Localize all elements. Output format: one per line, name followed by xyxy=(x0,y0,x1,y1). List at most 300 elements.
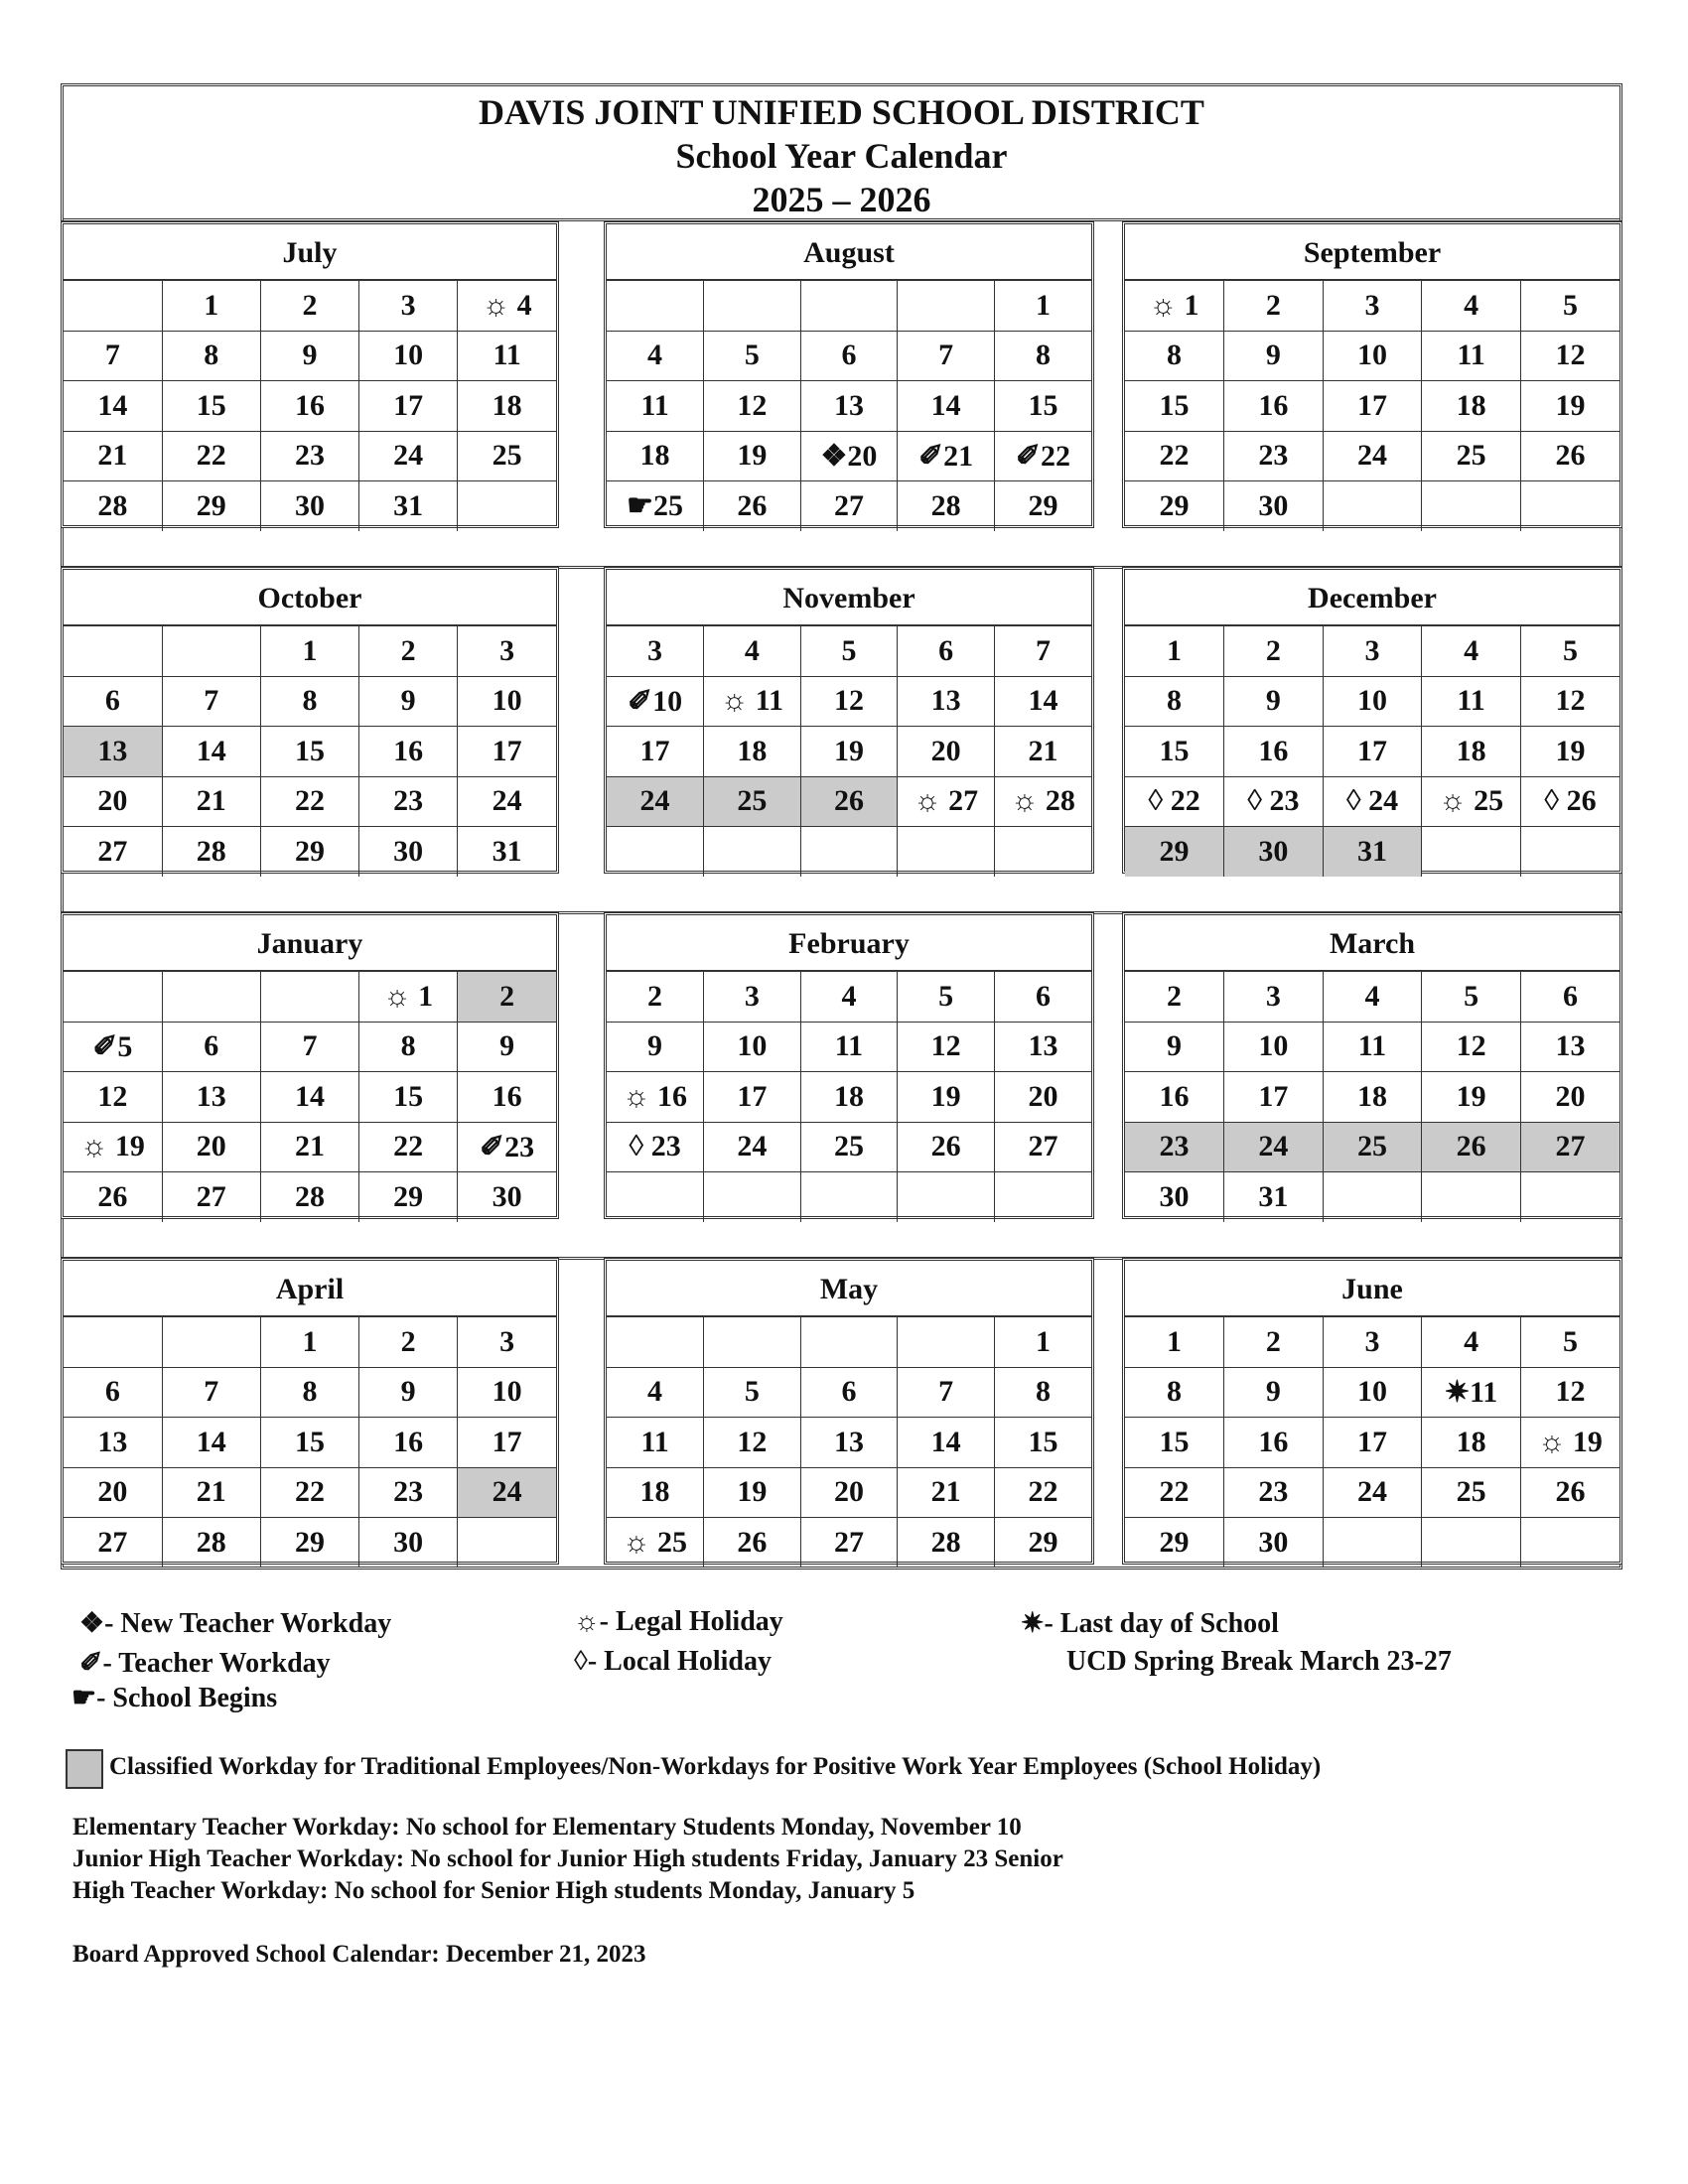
week-row xyxy=(607,776,1091,827)
day-cell: 30 xyxy=(260,481,358,531)
week-row xyxy=(1125,331,1619,381)
day-cell: ◊ 26 xyxy=(1520,776,1619,827)
day-cell: 8 xyxy=(260,676,358,727)
day-cell: 2 xyxy=(1224,626,1324,676)
day-cell: 28 xyxy=(898,1518,995,1568)
week-row xyxy=(1125,481,1619,531)
week-row xyxy=(1125,1172,1619,1222)
day-cell: 16 xyxy=(1224,1418,1324,1468)
day-cell: 17 xyxy=(1323,727,1422,777)
day-cell: 23 xyxy=(359,776,458,827)
day-cell xyxy=(607,1317,704,1367)
day-cell: 7 xyxy=(64,331,162,381)
day-cell: 13 xyxy=(64,727,162,777)
legend-school-begins: ☛- School Begins xyxy=(71,1683,278,1713)
legend-last-day: ✷- Last day of School xyxy=(1021,1608,1279,1639)
day-cell xyxy=(898,1317,995,1367)
classified-swatch xyxy=(66,1749,103,1789)
day-cell: 6 xyxy=(800,331,898,381)
day-cell: 8 xyxy=(1125,676,1224,727)
day-cell: 11 xyxy=(607,381,704,432)
week-row xyxy=(607,331,1091,381)
week-row xyxy=(64,827,556,877)
month-name: December xyxy=(1125,570,1619,626)
day-cell: ☼ 4 xyxy=(458,281,556,331)
month-days-table xyxy=(607,972,1091,1222)
month-name: June xyxy=(1125,1261,1619,1317)
day-cell: 5 xyxy=(1520,1317,1619,1367)
day-cell xyxy=(898,1172,995,1222)
day-cell: 18 xyxy=(800,1072,898,1123)
week-row xyxy=(607,1367,1091,1418)
day-cell: 29 xyxy=(260,827,358,877)
month-name: November xyxy=(607,570,1091,626)
day-cell: 9 xyxy=(260,331,358,381)
day-cell: ✐10 xyxy=(607,676,704,727)
day-cell: 8 xyxy=(162,331,260,381)
day-cell: 29 xyxy=(1125,1518,1224,1568)
day-cell: ☼ 28 xyxy=(994,776,1091,827)
day-cell: ✐22 xyxy=(994,431,1091,481)
day-cell: ☼ 1 xyxy=(1125,281,1224,331)
day-cell xyxy=(64,626,162,676)
day-cell: 29 xyxy=(1125,481,1224,531)
day-cell: 20 xyxy=(1520,1072,1619,1123)
day-cell: 28 xyxy=(162,1518,260,1568)
day-cell: ☛25 xyxy=(607,481,704,531)
day-cell: 25 xyxy=(1422,1467,1521,1518)
week-row xyxy=(1125,1317,1619,1367)
week-row xyxy=(607,727,1091,777)
day-cell xyxy=(1422,1172,1521,1222)
day-cell: 20 xyxy=(64,776,162,827)
day-cell: ✐5 xyxy=(64,1022,162,1072)
day-cell: 23 xyxy=(1224,431,1324,481)
day-cell: 12 xyxy=(1520,1367,1619,1418)
day-cell: 14 xyxy=(162,727,260,777)
week-row xyxy=(64,1467,556,1518)
week-row xyxy=(64,1317,556,1367)
day-cell: 10 xyxy=(458,676,556,727)
month-january xyxy=(61,912,559,1219)
day-cell: 14 xyxy=(260,1072,358,1123)
week-row xyxy=(64,972,556,1022)
day-cell: 19 xyxy=(800,727,898,777)
day-cell: 16 xyxy=(260,381,358,432)
day-cell: 10 xyxy=(704,1022,801,1072)
day-cell: ◊ 23 xyxy=(1224,776,1324,827)
month-days-table xyxy=(1125,626,1619,877)
day-cell: 10 xyxy=(1323,676,1422,727)
week-row xyxy=(1125,1518,1619,1568)
day-cell xyxy=(162,626,260,676)
day-cell: 4 xyxy=(1422,281,1521,331)
day-cell: 25 xyxy=(1323,1122,1422,1172)
day-cell: 22 xyxy=(1125,431,1224,481)
day-cell: 13 xyxy=(64,1418,162,1468)
day-cell: ☼ 19 xyxy=(64,1122,162,1172)
day-cell: 3 xyxy=(607,626,704,676)
day-cell: 17 xyxy=(704,1072,801,1123)
day-cell: 10 xyxy=(359,331,458,381)
day-cell: 3 xyxy=(1323,626,1422,676)
day-cell: 6 xyxy=(1520,972,1619,1022)
day-cell xyxy=(994,827,1091,877)
day-cell: 29 xyxy=(994,1518,1091,1568)
day-cell: ◊ 22 xyxy=(1125,776,1224,827)
day-cell: 21 xyxy=(898,1467,995,1518)
day-cell: 27 xyxy=(800,1518,898,1568)
day-cell: ☼ 25 xyxy=(607,1518,704,1568)
month-december xyxy=(1122,567,1622,874)
day-cell: 7 xyxy=(162,676,260,727)
day-cell: 15 xyxy=(1125,381,1224,432)
week-row xyxy=(1125,1367,1619,1418)
day-cell xyxy=(607,281,704,331)
day-cell: 23 xyxy=(1224,1467,1324,1518)
day-cell: 20 xyxy=(162,1122,260,1172)
month-days-table xyxy=(64,281,556,531)
day-cell: 27 xyxy=(64,1518,162,1568)
day-cell: ❖20 xyxy=(800,431,898,481)
day-cell: 12 xyxy=(704,381,801,432)
day-cell: 12 xyxy=(1422,1022,1521,1072)
day-cell: ◊ 23 xyxy=(607,1122,704,1172)
day-cell: 4 xyxy=(800,972,898,1022)
day-cell: 5 xyxy=(704,1367,801,1418)
day-cell: 10 xyxy=(458,1367,556,1418)
week-row xyxy=(64,381,556,432)
day-cell xyxy=(607,827,704,877)
school-years: 2025 – 2026 xyxy=(752,180,931,219)
day-cell: 1 xyxy=(994,1317,1091,1367)
day-cell: ☼ 1 xyxy=(359,972,458,1022)
day-cell: 23 xyxy=(260,431,358,481)
day-cell: 26 xyxy=(1520,431,1619,481)
day-cell: 6 xyxy=(898,626,995,676)
day-cell: 25 xyxy=(800,1122,898,1172)
week-row xyxy=(607,1467,1091,1518)
day-cell: 8 xyxy=(260,1367,358,1418)
day-cell: 15 xyxy=(994,381,1091,432)
week-row xyxy=(1125,1022,1619,1072)
day-cell xyxy=(607,1172,704,1222)
day-cell: 5 xyxy=(1520,281,1619,331)
legend-spring-break: UCD Spring Break March 23-27 xyxy=(1066,1646,1452,1677)
day-cell: 16 xyxy=(1125,1072,1224,1123)
day-cell: 29 xyxy=(162,481,260,531)
day-cell: 27 xyxy=(800,481,898,531)
day-cell xyxy=(162,1317,260,1367)
note-elementary: Elementary Teacher Workday: No school for Elementary Students Monday, November 10 xyxy=(72,1814,1022,1841)
day-cell xyxy=(458,481,556,531)
day-cell: 10 xyxy=(1323,331,1422,381)
day-cell: ☼ 19 xyxy=(1520,1418,1619,1468)
day-cell: 13 xyxy=(1520,1022,1619,1072)
day-cell: 21 xyxy=(64,431,162,481)
day-cell: 16 xyxy=(1224,727,1324,777)
day-cell: 25 xyxy=(704,776,801,827)
day-cell: 9 xyxy=(1224,331,1324,381)
legend-legal-holiday: ☼- Legal Holiday xyxy=(574,1606,783,1637)
day-cell: 21 xyxy=(162,1467,260,1518)
day-cell: 28 xyxy=(260,1172,358,1222)
week-row xyxy=(607,1317,1091,1367)
week-row xyxy=(607,1518,1091,1568)
day-cell: 13 xyxy=(994,1022,1091,1072)
day-cell: 8 xyxy=(994,1367,1091,1418)
day-cell: 15 xyxy=(260,1418,358,1468)
day-cell: 1 xyxy=(162,281,260,331)
legend-new-teacher-workday: ❖- New Teacher Workday xyxy=(79,1608,392,1639)
week-row xyxy=(607,676,1091,727)
day-cell: 12 xyxy=(800,676,898,727)
day-cell xyxy=(1520,481,1619,531)
month-october xyxy=(61,567,559,874)
day-cell: 4 xyxy=(1422,626,1521,676)
day-cell: 24 xyxy=(1224,1122,1324,1172)
day-cell xyxy=(162,972,260,1022)
day-cell: 14 xyxy=(64,381,162,432)
note-junior-high: Junior High Teacher Workday: No school for Junior High students Friday, January 23 Senior xyxy=(72,1845,1063,1872)
day-cell: 9 xyxy=(359,1367,458,1418)
legend-local-holiday: ◊- Local Holiday xyxy=(574,1646,772,1677)
day-cell: 19 xyxy=(1520,381,1619,432)
day-cell xyxy=(260,972,358,1022)
day-cell: 22 xyxy=(1125,1467,1224,1518)
day-cell: 12 xyxy=(1520,676,1619,727)
week-row xyxy=(1125,972,1619,1022)
day-cell: 14 xyxy=(994,676,1091,727)
day-cell: 28 xyxy=(162,827,260,877)
week-row xyxy=(607,1172,1091,1222)
day-cell: 17 xyxy=(458,1418,556,1468)
day-cell: 26 xyxy=(898,1122,995,1172)
board-approval: Board Approved School Calendar: December 21, 2023 xyxy=(72,1941,646,1968)
day-cell: 15 xyxy=(1125,1418,1224,1468)
day-cell: 28 xyxy=(64,481,162,531)
day-cell: 6 xyxy=(994,972,1091,1022)
day-cell: 19 xyxy=(704,1467,801,1518)
day-cell: ☼ 16 xyxy=(607,1072,704,1123)
month-may xyxy=(604,1258,1094,1565)
week-row xyxy=(1125,776,1619,827)
day-cell: 18 xyxy=(1422,381,1521,432)
day-cell: 15 xyxy=(1125,727,1224,777)
week-row xyxy=(64,1072,556,1123)
week-row xyxy=(64,281,556,331)
week-row xyxy=(64,1418,556,1468)
day-cell: ✷11 xyxy=(1422,1367,1521,1418)
day-cell: 8 xyxy=(994,331,1091,381)
day-cell: 6 xyxy=(64,676,162,727)
day-cell: 26 xyxy=(704,481,801,531)
day-cell: 22 xyxy=(994,1467,1091,1518)
week-row xyxy=(1125,1122,1619,1172)
month-july xyxy=(61,221,559,528)
calendar-header xyxy=(61,83,1622,221)
week-row xyxy=(64,1022,556,1072)
day-cell: 9 xyxy=(1125,1022,1224,1072)
day-cell: 30 xyxy=(359,1518,458,1568)
day-cell: 9 xyxy=(458,1022,556,1072)
day-cell: 30 xyxy=(359,827,458,877)
day-cell: 8 xyxy=(1125,331,1224,381)
district-name: DAVIS JOINT UNIFIED SCHOOL DISTRICT xyxy=(479,92,1204,132)
day-cell: 2 xyxy=(458,972,556,1022)
day-cell: 11 xyxy=(800,1022,898,1072)
day-cell xyxy=(64,972,162,1022)
day-cell: 3 xyxy=(704,972,801,1022)
day-cell: 13 xyxy=(800,381,898,432)
day-cell xyxy=(1323,1518,1422,1568)
day-cell: 29 xyxy=(994,481,1091,531)
day-cell: 1 xyxy=(260,626,358,676)
day-cell: 31 xyxy=(1224,1172,1324,1222)
day-cell xyxy=(1520,1518,1619,1568)
day-cell: 3 xyxy=(458,1317,556,1367)
day-cell: 21 xyxy=(994,727,1091,777)
day-cell: 21 xyxy=(260,1122,358,1172)
day-cell: 17 xyxy=(1323,381,1422,432)
day-cell: ☼ 27 xyxy=(898,776,995,827)
day-cell xyxy=(704,1317,801,1367)
day-cell: 4 xyxy=(607,1367,704,1418)
month-name: September xyxy=(1125,224,1619,281)
day-cell: 31 xyxy=(359,481,458,531)
day-cell: 24 xyxy=(1323,1467,1422,1518)
day-cell: 24 xyxy=(704,1122,801,1172)
month-february xyxy=(604,912,1094,1219)
week-row xyxy=(607,1022,1091,1072)
day-cell: 6 xyxy=(162,1022,260,1072)
day-cell: 12 xyxy=(898,1022,995,1072)
day-cell: 11 xyxy=(607,1418,704,1468)
day-cell: 13 xyxy=(898,676,995,727)
day-cell: 24 xyxy=(607,776,704,827)
day-cell: 9 xyxy=(359,676,458,727)
month-name: May xyxy=(607,1261,1091,1317)
day-cell: 18 xyxy=(704,727,801,777)
day-cell: 5 xyxy=(1520,626,1619,676)
week-row xyxy=(64,676,556,727)
day-cell: 20 xyxy=(898,727,995,777)
day-cell: 5 xyxy=(704,331,801,381)
day-cell: 24 xyxy=(458,1467,556,1518)
day-cell: 30 xyxy=(1224,1518,1324,1568)
day-cell xyxy=(704,1172,801,1222)
day-cell: 11 xyxy=(1422,676,1521,727)
day-cell xyxy=(64,281,162,331)
week-row xyxy=(64,481,556,531)
day-cell: 5 xyxy=(800,626,898,676)
day-cell: 18 xyxy=(458,381,556,432)
day-cell xyxy=(1422,481,1521,531)
day-cell: 2 xyxy=(260,281,358,331)
day-cell: 2 xyxy=(359,626,458,676)
week-row xyxy=(607,481,1091,531)
day-cell: 23 xyxy=(359,1467,458,1518)
week-row xyxy=(607,431,1091,481)
day-cell: 15 xyxy=(994,1418,1091,1468)
day-cell: 14 xyxy=(898,381,995,432)
note-high: High Teacher Workday: No school for Senior High students Monday, January 5 xyxy=(72,1877,915,1904)
day-cell: 20 xyxy=(994,1072,1091,1123)
day-cell xyxy=(800,1172,898,1222)
day-cell: 2 xyxy=(359,1317,458,1367)
week-row xyxy=(1125,727,1619,777)
month-august xyxy=(604,221,1094,528)
day-cell: 17 xyxy=(607,727,704,777)
day-cell: 1 xyxy=(260,1317,358,1367)
month-days-table xyxy=(1125,972,1619,1222)
day-cell: 13 xyxy=(162,1072,260,1123)
day-cell: ☼ 11 xyxy=(704,676,801,727)
day-cell: 20 xyxy=(800,1467,898,1518)
week-row xyxy=(1125,827,1619,877)
day-cell: 22 xyxy=(162,431,260,481)
day-cell: 19 xyxy=(1422,1072,1521,1123)
month-june xyxy=(1122,1258,1622,1565)
week-row xyxy=(1125,626,1619,676)
day-cell: 17 xyxy=(1323,1418,1422,1468)
day-cell: 25 xyxy=(458,431,556,481)
day-cell: 3 xyxy=(1224,972,1324,1022)
week-row xyxy=(1125,431,1619,481)
month-days-table xyxy=(1125,1317,1619,1568)
week-row xyxy=(607,972,1091,1022)
month-days-table xyxy=(607,626,1091,877)
day-cell: 30 xyxy=(458,1172,556,1222)
month-days-table xyxy=(64,972,556,1222)
day-cell: 27 xyxy=(162,1172,260,1222)
week-row xyxy=(1125,1072,1619,1123)
day-cell: 3 xyxy=(1323,1317,1422,1367)
month-days-table xyxy=(607,1317,1091,1568)
week-row xyxy=(64,776,556,827)
day-cell xyxy=(64,1317,162,1367)
day-cell: 27 xyxy=(994,1122,1091,1172)
day-cell: 13 xyxy=(800,1418,898,1468)
day-cell: 16 xyxy=(458,1072,556,1123)
month-name: August xyxy=(607,224,1091,281)
day-cell: 1 xyxy=(1125,626,1224,676)
day-cell xyxy=(800,1317,898,1367)
day-cell xyxy=(1422,1518,1521,1568)
day-cell: 16 xyxy=(359,727,458,777)
day-cell: 25 xyxy=(1422,431,1521,481)
day-cell: 2 xyxy=(1224,281,1324,331)
day-cell: 2 xyxy=(1125,972,1224,1022)
day-cell: 22 xyxy=(359,1122,458,1172)
week-row xyxy=(607,1072,1091,1123)
month-november xyxy=(604,567,1094,874)
day-cell: 26 xyxy=(1520,1467,1619,1518)
day-cell: 24 xyxy=(458,776,556,827)
day-cell xyxy=(898,281,995,331)
month-days-table xyxy=(1125,281,1619,531)
day-cell: 7 xyxy=(162,1367,260,1418)
day-cell: 11 xyxy=(1422,331,1521,381)
legend-teacher-workday: ✐- Teacher Workday xyxy=(79,1648,331,1679)
week-row xyxy=(607,827,1091,877)
month-name: February xyxy=(607,915,1091,972)
day-cell: 19 xyxy=(704,431,801,481)
day-cell: 7 xyxy=(260,1022,358,1072)
month-name: March xyxy=(1125,915,1619,972)
day-cell: 4 xyxy=(1323,972,1422,1022)
day-cell: 11 xyxy=(458,331,556,381)
